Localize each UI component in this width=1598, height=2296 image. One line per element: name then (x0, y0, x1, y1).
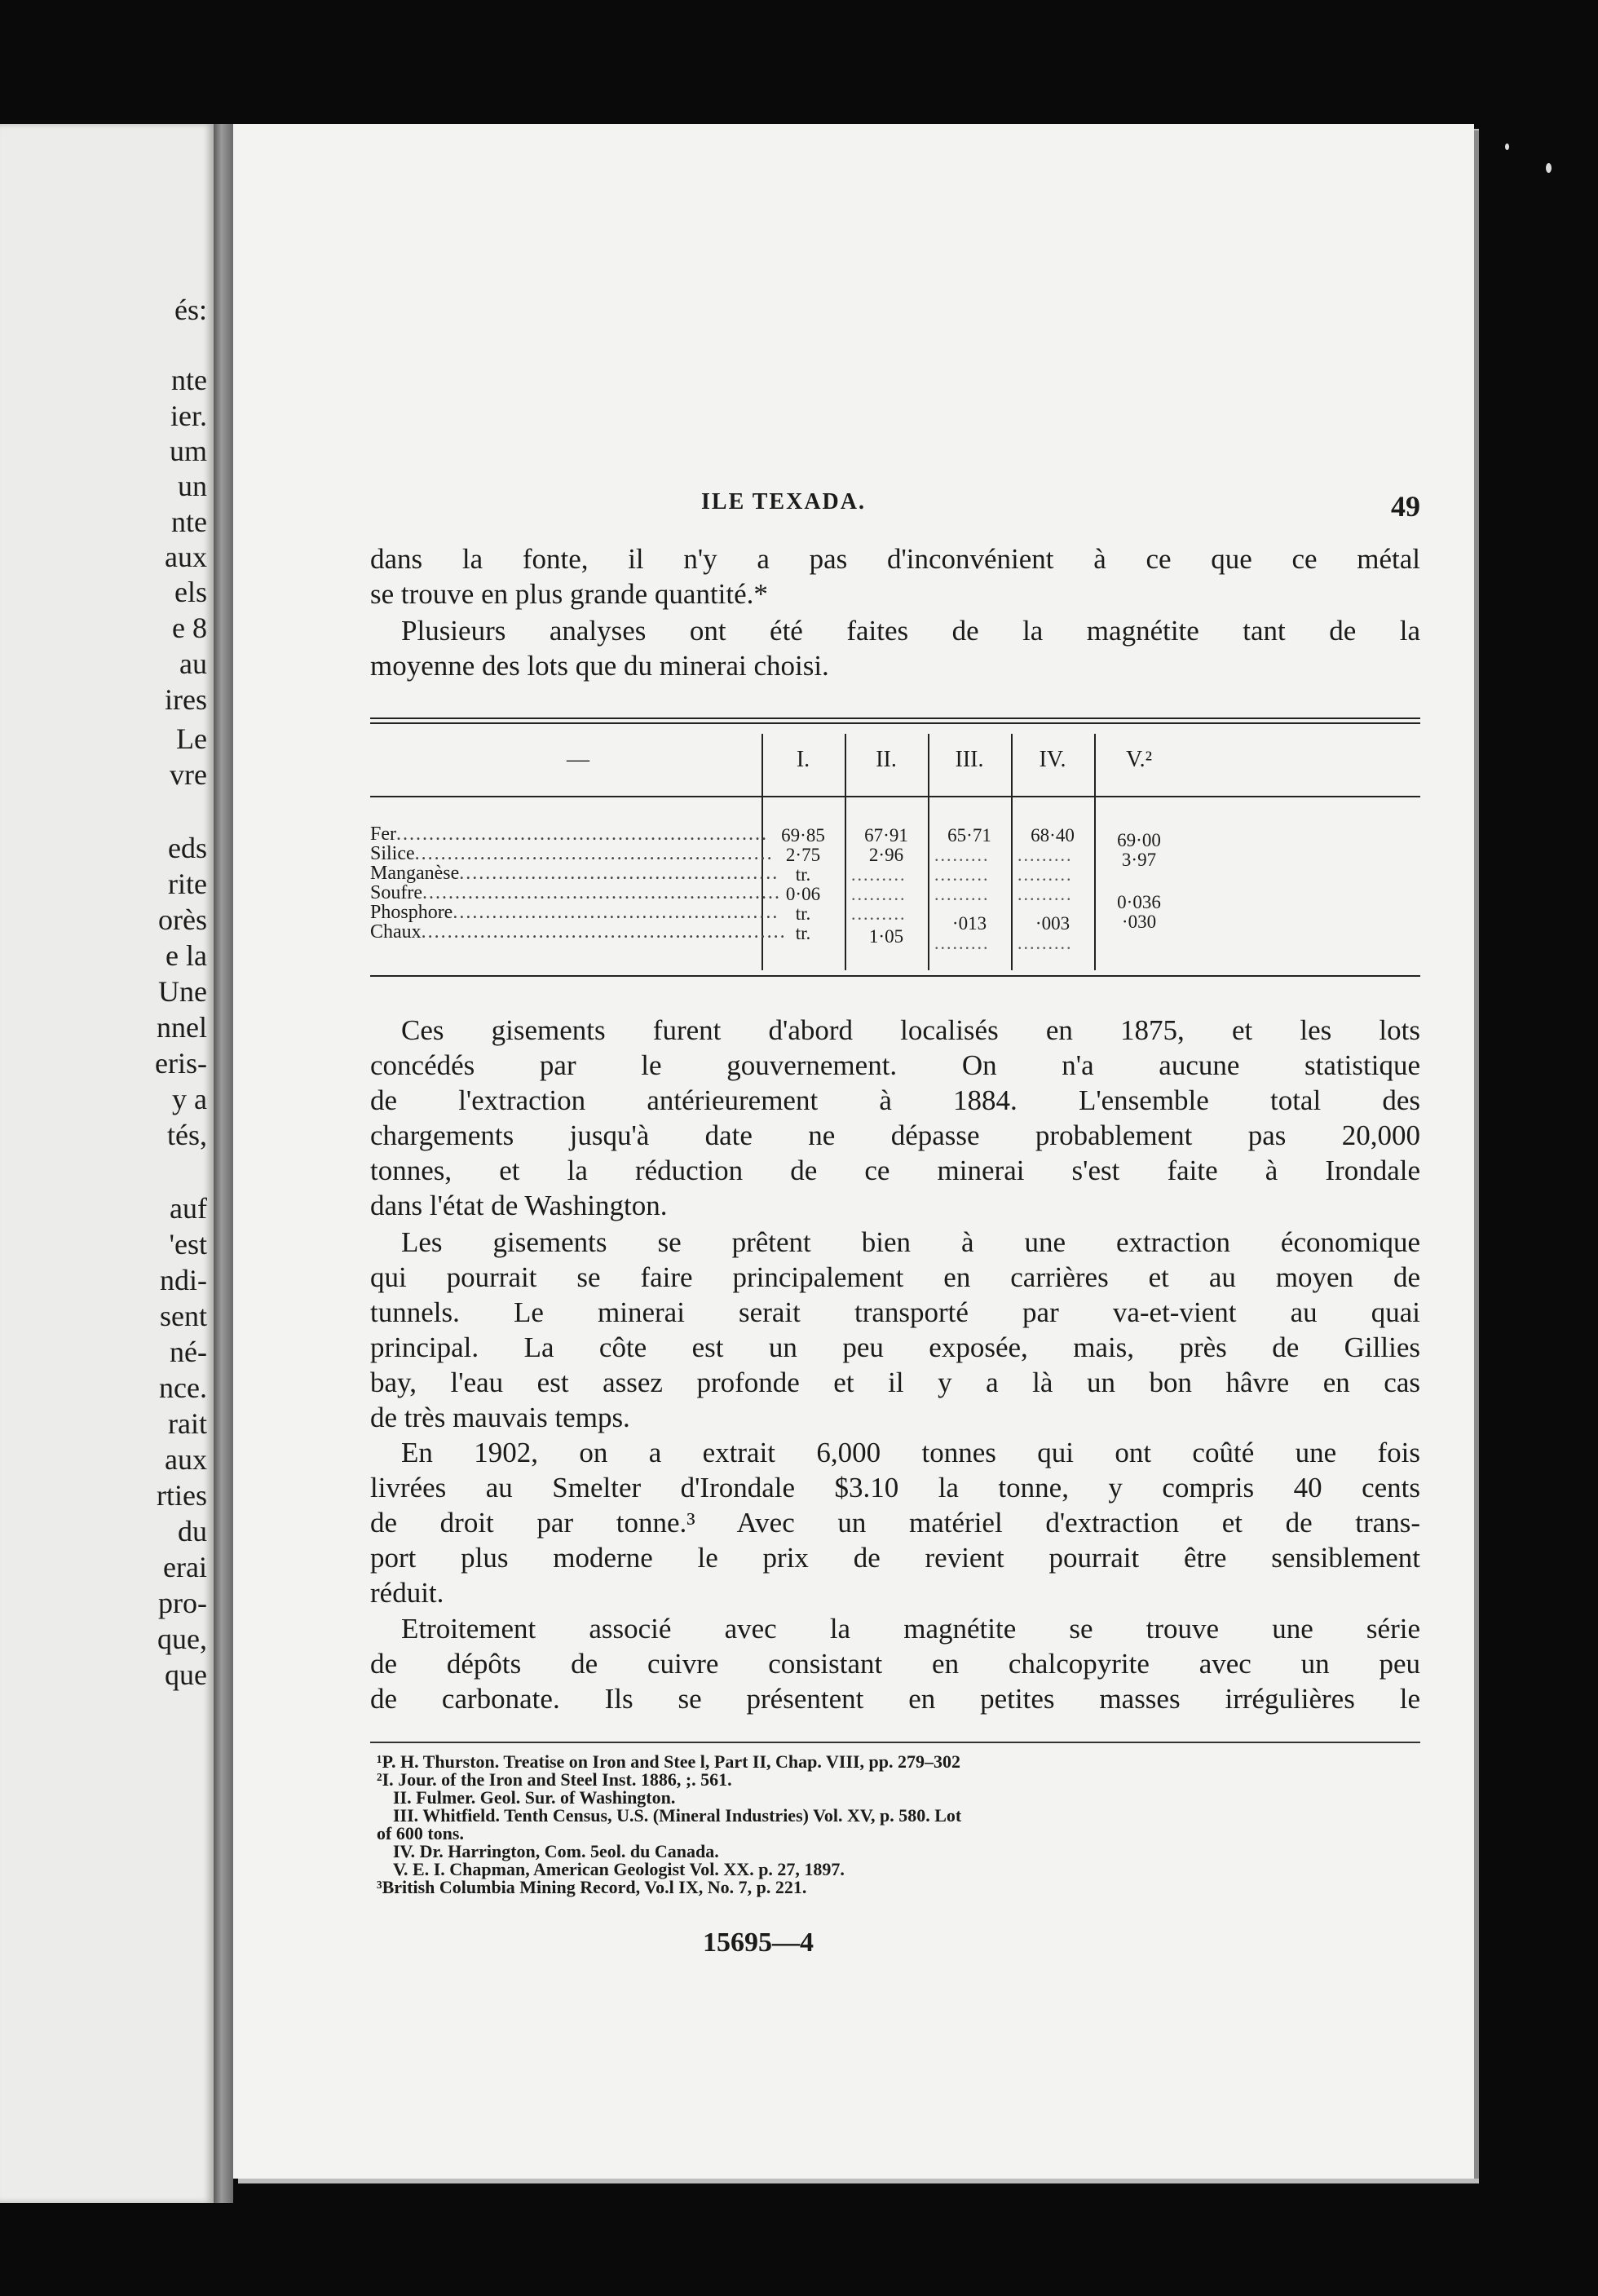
row-label-text: Soufre (370, 882, 422, 903)
left-page-text-fragment: nce. (159, 1371, 207, 1404)
text-line: moyenne des lots que du minerai choisi. (370, 650, 829, 682)
left-page-text-fragment: ndi- (160, 1264, 207, 1296)
dot-leader: ......... (851, 884, 907, 904)
dot-leader: ......... (1018, 884, 1073, 904)
left-page-text-fragment: e la (166, 939, 207, 972)
table-cell: 0·06 (785, 884, 821, 904)
left-page-text-fragment: eds (168, 832, 207, 864)
text-line: chargements jusqu'à date ne dépasse probablement pas 20,000 (370, 1119, 1420, 1151)
text-line: Ces gisements furent d'abord localisés en 1875, et les lots (401, 1014, 1420, 1046)
text-line: de l'extraction antérieurement à 1884. L'ensemble total des (370, 1084, 1420, 1116)
scan-speck (1546, 163, 1552, 173)
row-label-text: Fer (370, 823, 396, 845)
page-edge (1474, 130, 1479, 2179)
row-label-text: Chaux (370, 921, 422, 943)
dot-leader: ......... (851, 864, 907, 885)
table-cell: tr. (795, 864, 811, 885)
footnote-line: II. Fulmer. Geol. Sur. of Washington. (393, 1787, 676, 1808)
dot-leader: ......... (934, 864, 990, 885)
left-page-text-fragment: nte (171, 364, 207, 396)
left-page-text-fragment: que, (157, 1623, 207, 1655)
table-cell: 0·036 (1117, 892, 1161, 912)
text-line: tunnels. Le minerai serait transporté par va-et-vient au quai (370, 1296, 1420, 1328)
left-page-text-fragment: du (178, 1515, 207, 1548)
text-line: Etroitement associé avec la magnétite se trouve une série (401, 1613, 1420, 1645)
table-cell: 2·96 (868, 845, 904, 865)
row-label-text: Phosphore (370, 902, 453, 923)
text-line: Les gisements se prêtent bien à une extraction économique (401, 1226, 1420, 1258)
table-row-label: Silice....................................................... (370, 843, 774, 864)
paragraph-6 (370, 1611, 1420, 1716)
dot-leader: ......... (934, 884, 990, 904)
table-rule-header (370, 796, 1420, 797)
text-line: port plus moderne le prix de revient pourrait être sensiblement (370, 1542, 1420, 1574)
left-page-text-fragment: rait (168, 1407, 207, 1440)
column-header: III. (955, 747, 984, 772)
text-line: principal. La côte est un peu exposée, mais, près de Gillies (370, 1331, 1420, 1363)
analysis-table (370, 718, 1420, 983)
table-corner: — (567, 747, 589, 772)
table-rule-top (370, 718, 1420, 719)
footnote-line: ³British Columbia Mining Record, Vo.l IX, No. 7, p. 221. (377, 1877, 807, 1897)
table-cell: 67·91 (864, 825, 908, 846)
table-row-label: Soufre....................................................... (370, 882, 781, 903)
table-rule-top-double (370, 722, 1420, 724)
left-page-text-fragment: tés, (167, 1119, 207, 1151)
dot-leader: ......... (1018, 864, 1073, 885)
left-page-text-fragment: ier. (170, 400, 207, 432)
footnote-rule (370, 1742, 1420, 1743)
printer-signature: 15695—4 (703, 1927, 814, 1958)
left-page-text-fragment: rties (157, 1479, 207, 1512)
text-line: dans la fonte, il n'y a pas d'inconvénient à ce que ce métal (370, 543, 1420, 575)
paragraph-4 (370, 1225, 1420, 1435)
text-line: Plusieurs analyses ont été faites de la magnétite tant de la (401, 615, 1420, 647)
text-line: de dépôts de cuivre consistant en chalcopyrite avec un peu (370, 1648, 1420, 1680)
left-page-text-fragment: orès (158, 903, 207, 936)
left-page-text-fragment: Le (176, 722, 207, 755)
row-label-text: Silice (370, 843, 415, 864)
dot-leader: ......... (1018, 845, 1073, 865)
text-line: bay, l'eau est assez profonde et il y a là un bon hâvre en cas (370, 1367, 1420, 1398)
left-page-text-fragment: sent (160, 1300, 207, 1332)
table-cell: ·003 (1035, 913, 1070, 934)
facing-page-left (0, 124, 214, 2203)
table-cell: 69·00 (1117, 830, 1161, 850)
text-line: se trouve en plus grande quantité.* (370, 578, 768, 610)
left-page-text-fragment: un (178, 470, 207, 502)
left-page-text-fragment: y a (172, 1083, 207, 1115)
text-line: En 1902, on a extrait 6,000 tonnes qui ont coûté une fois (401, 1437, 1420, 1468)
left-page-text-fragment: 'est (169, 1228, 207, 1261)
table-row-label: Chaux........................................................ (370, 921, 787, 943)
left-page-text-fragment: rite (168, 868, 207, 900)
text-line: livrées au Smelter d'Irondale $3.10 la tonne, y compris 40 cents (370, 1472, 1420, 1503)
left-page-text-fragment: eris- (155, 1047, 207, 1080)
left-page-text-fragment: nte (171, 506, 207, 538)
left-page-text-fragment: que (165, 1658, 207, 1691)
left-page-text-fragment: aux (165, 1443, 207, 1476)
table-cell: 68·40 (1031, 825, 1075, 846)
footnote-line: IV. Dr. Harrington, Com. 5eol. du Canada. (393, 1841, 719, 1861)
paragraph-2 (370, 613, 1420, 683)
left-page-text-fragment: ires (165, 683, 207, 716)
left-page-text-fragment: au (179, 647, 207, 680)
left-page-text-fragment: e 8 (172, 612, 207, 644)
row-label-text: Manganèse (370, 863, 460, 884)
table-cell: tr. (795, 923, 811, 943)
table-cell: 3·97 (1121, 850, 1157, 870)
left-page-text-fragment: vre (170, 758, 207, 791)
paragraph-3 (370, 1013, 1420, 1223)
footnote-line: of 600 tons. (377, 1823, 464, 1843)
scan-speck (1505, 144, 1509, 150)
text-line: réduit. (370, 1577, 444, 1609)
table-rule-bottom (370, 975, 1420, 977)
table-cell: tr. (795, 903, 811, 924)
paragraph-1 (370, 541, 1420, 612)
text-line: de très mauvais temps. (370, 1402, 630, 1433)
footnote-line: ²I. Jour. of the Iron and Steel Inst. 1886, ;. 561. (377, 1769, 732, 1790)
left-page-text-fragment: és: (174, 294, 207, 326)
column-header: IV. (1039, 747, 1066, 772)
text-line: qui pourrait se faire principalement en carrières et au moyen de (370, 1261, 1420, 1293)
table-row-label: Fer......................................................... (370, 823, 768, 845)
running-head: ILE TEXADA. (701, 489, 866, 514)
left-page-text-fragment: els (174, 576, 207, 608)
left-page-text-fragment: Une (158, 975, 207, 1008)
table-row-label: Phosphore.................................................. (370, 902, 779, 923)
text-line: de carbonate. Ils se présentent en petites masses irrégulières le (370, 1683, 1420, 1715)
text-line: tonnes, et la réduction de ce minerai s'est faite à Irondale (370, 1155, 1420, 1186)
paragraph-5 (370, 1435, 1420, 1610)
book-gutter (214, 124, 233, 2203)
dot-leader: ......... (1018, 933, 1073, 953)
table-row-label: Manganèse................................................. (370, 863, 779, 884)
book-page (233, 124, 1474, 2179)
column-header: II. (876, 747, 897, 772)
dot-leader: ......... (934, 845, 990, 865)
text-line: concédés par le gouvernement. On n'a aucune statistique (370, 1049, 1420, 1081)
column-header: V.² (1125, 747, 1152, 772)
left-page-text-fragment: nnel (157, 1011, 207, 1044)
footnote-line: ¹P. H. Thurston. Treatise on Iron and Stee l, Part II, Chap. VIII, pp. 279–302 (377, 1751, 961, 1772)
left-page-text-fragment: pro- (158, 1587, 207, 1619)
text-line: dans l'état de Washington. (370, 1190, 668, 1221)
left-page-text-fragment: auf (170, 1192, 207, 1225)
left-page-text-fragment: aux (165, 541, 207, 573)
left-page-text-fragment: né- (170, 1336, 207, 1368)
footnote-line: III. Whitfield. Tenth Census, U.S. (Mineral Industries) Vol. XV, p. 580. Lot (393, 1805, 962, 1826)
page-number: 49 (1391, 490, 1420, 523)
dot-leader: ......... (934, 933, 990, 953)
table-cell: 69·85 (781, 825, 825, 846)
footnote-line: V. E. I. Chapman, American Geologist Vol. XX. p. 27, 1897. (393, 1859, 845, 1879)
table-cell: 65·71 (947, 825, 991, 846)
left-page-text-fragment: erai (163, 1551, 207, 1583)
table-cell: 1·05 (868, 926, 904, 947)
table-cell: ·030 (1121, 912, 1157, 932)
table-cell: 2·75 (785, 845, 821, 865)
column-header: I. (796, 747, 810, 772)
table-cell: ·013 (951, 913, 987, 934)
left-page-text-fragment: um (169, 435, 207, 467)
dot-leader: ......... (851, 903, 907, 924)
text-line: de droit par tonne.³ Avec un matériel d'extraction et de trans- (370, 1507, 1420, 1539)
